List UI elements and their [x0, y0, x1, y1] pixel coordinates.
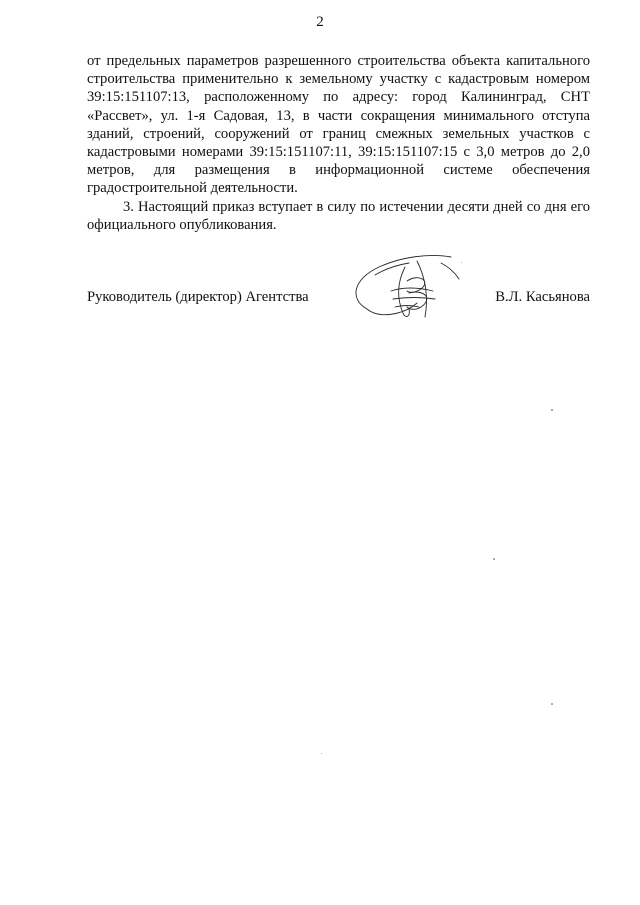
signature-block	[87, 287, 590, 327]
scan-speck	[551, 703, 553, 705]
document-body	[87, 52, 590, 234]
paragraph-continuation: от предельных параметров разрешенного строительства объекта капитального строительства применительно к земельному участку с кадастровым номером 39:15:151107:13, расположенному по адресу: город Калининград, СНТ «Рассвет», ул. 1-я Садовая, 13, в части сокращения минимального отступа зданий, строений, сооружений от границ смежных земельных участков с кадастровыми номерами 39:15:151107:11, 39:15:151107:15 с 3,0 метров до 2,0 метров, для размещения в информационной системе обеспечения градостроительной деятельности.	[87, 53, 590, 197]
handwritten-signature	[345, 247, 465, 327]
signatory-position: Руководитель (директор) Агентства	[87, 289, 309, 305]
page-number: 2	[316, 14, 324, 30]
scan-speck	[551, 409, 553, 411]
paragraph-item-3: 3. Настоящий приказ вступает в силу по истечении десяти дней со дня его официального опубликования.	[87, 198, 590, 233]
scan-speck	[321, 753, 322, 754]
signatory-name: В.Л. Касьянова	[495, 289, 590, 305]
scan-speck	[493, 558, 495, 560]
